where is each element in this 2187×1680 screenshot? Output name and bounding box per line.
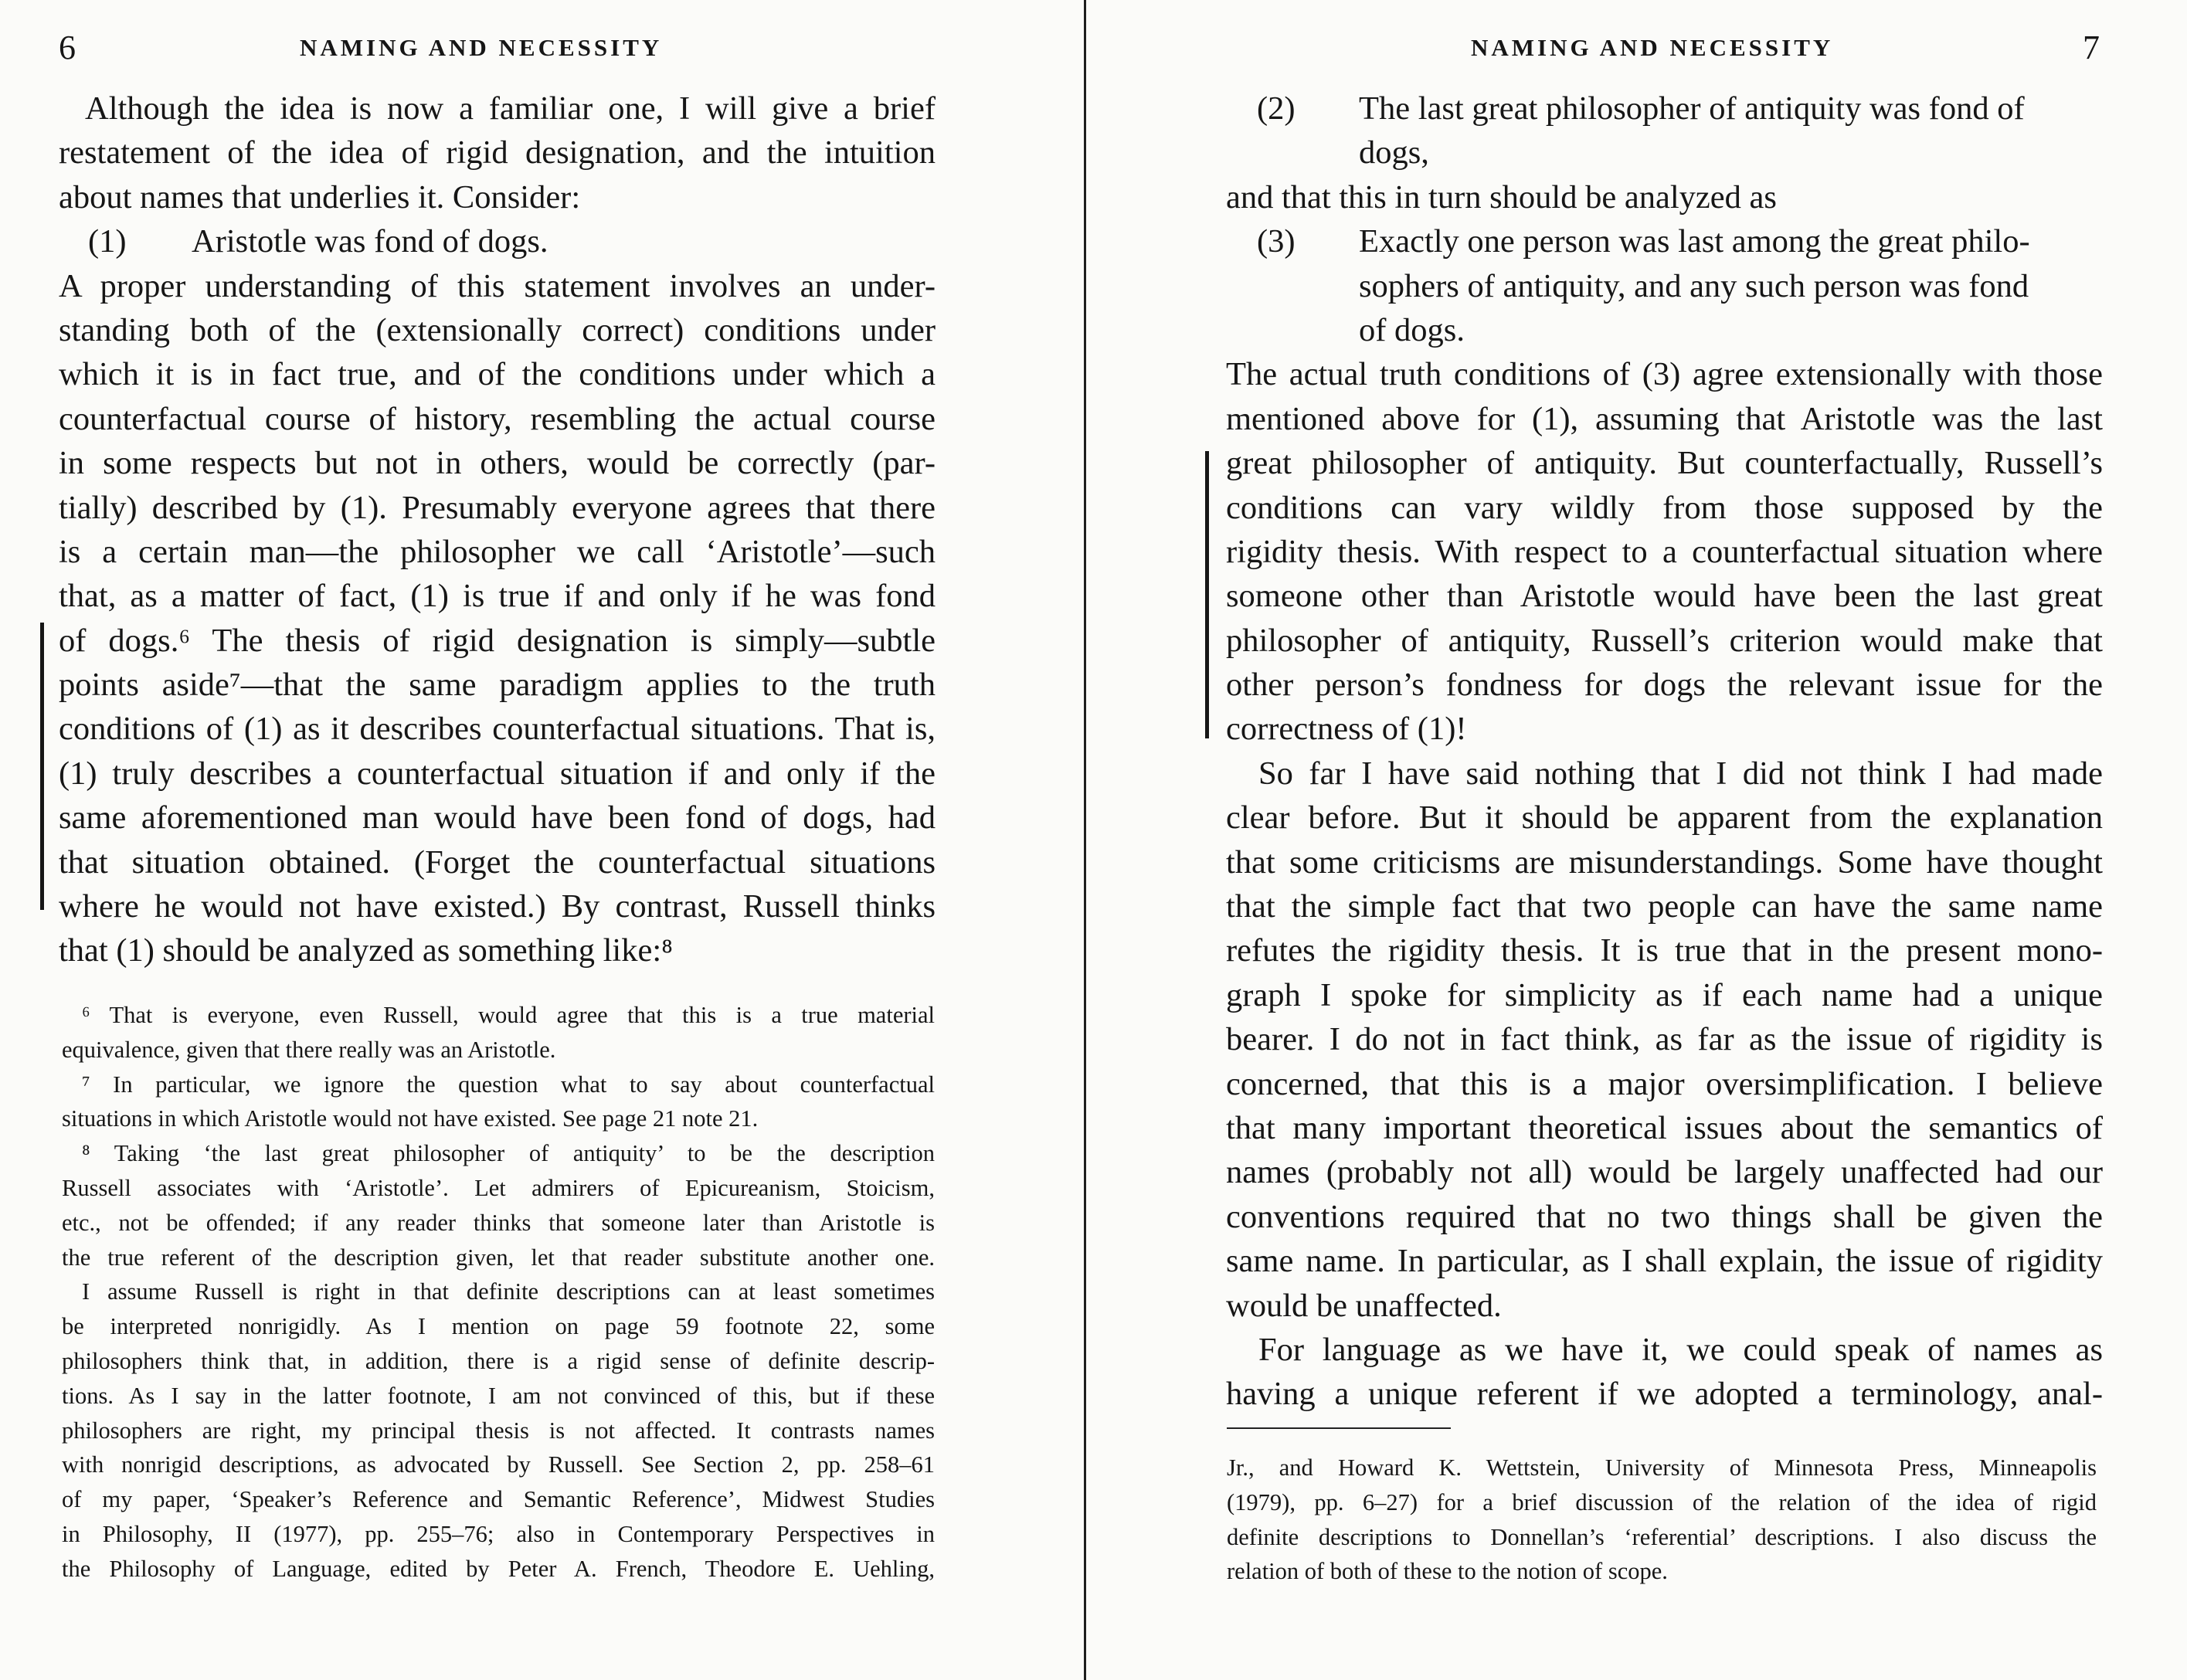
footnote-line: of my paper, ‘Speaker’s Reference and Semantic Reference’, Midwest Studies	[62, 1486, 935, 1513]
text-line: concerned, that this is a major oversimplification. I believe	[1226, 1065, 2103, 1102]
text-line: same aforementioned man would have been fond of dogs, had	[59, 799, 936, 837]
footnote-line: Russell associates with ‘Aristotle’. Let admirers of Epicureanism, Stoicism,	[62, 1174, 935, 1201]
example-number: (2)	[1257, 90, 1296, 127]
text-line: is a certain man—the philosopher we call ‘Aristotle’—such	[59, 533, 936, 570]
footnote-line: philosophers think that, in addition, there is a rigid sense of definite descrip-	[62, 1347, 935, 1374]
example-text-line: dogs,	[1359, 134, 1429, 171]
right-page	[1088, 0, 2187, 1680]
text-line: The actual truth conditions of (3) agree extensionally with those	[1226, 356, 2103, 393]
footnote-line: the Philosophy of Language, edited by Peter A. French, Theodore E. Uehling,	[62, 1555, 935, 1582]
footnote-rule	[1227, 1427, 1451, 1429]
footnote-line: philosophers are right, my principal thesis is not affected. It contrasts names	[62, 1417, 935, 1444]
text-line: that some criticisms are misunderstandings. Some have thought	[1226, 843, 2103, 881]
footnote-line: definite descriptions to Donnellan’s ‘referential’ descriptions. I also discuss the	[1227, 1523, 2097, 1550]
text-line: that situation obtained. (Forget the counterfactual situations	[59, 843, 936, 881]
left-body-text	[59, 87, 936, 973]
footnote-line: (1979), pp. 6–27) for a brief discussion of the relation of the idea of rigid	[1227, 1488, 2097, 1515]
footnote-line: ⁸ Taking ‘the last great philosopher of antiquity’ to be the description	[82, 1140, 935, 1167]
footnote-line: ⁷ In particular, we ignore the question what to say about counterfactual	[82, 1071, 935, 1098]
example-number: (1)	[88, 223, 127, 260]
footnote-line: relation of both of these to the notion of scope.	[1227, 1558, 1668, 1585]
text-line: bearer. I do not in fact think, as far as the issue of rigidity is	[1226, 1021, 2103, 1058]
text-line: restatement of the idea of rigid designation, and the intuition	[59, 134, 936, 171]
text-line: A proper understanding of this statement involves an under-	[59, 267, 936, 304]
text-line: clear before. But it should be apparent from the explanation	[1226, 799, 2103, 837]
example-text-line: The last great philosopher of antiquity was fond of	[1359, 90, 2025, 127]
example-1	[59, 219, 936, 263]
text-line: same name. In particular, as I shall explain, the issue of rigidity	[1226, 1243, 2103, 1280]
text-line: names (probably not all) would be largely unaffected had our	[1226, 1154, 2103, 1191]
text-line: Although the idea is now a familiar one, I will give a brief	[85, 90, 936, 127]
text-line: in some respects but not in others, would be correctly (par-	[59, 445, 936, 482]
text-line: that (1) should be analyzed as something like:⁸	[59, 932, 673, 969]
footnote-line: Jr., and Howard K. Wettstein, University of Minnesota Press, Minneapolis	[1227, 1454, 2097, 1481]
footnote-line: equivalence, given that there really was an Aristotle.	[62, 1036, 556, 1063]
example-text-line: of dogs.	[1359, 311, 1465, 348]
footnote-line: I assume Russell is right in that definite descriptions can at least sometimes	[82, 1278, 935, 1305]
page-number: 7	[2083, 29, 2100, 66]
footnote-line: ⁶ That is everyone, even Russell, would agree that this is a true material	[82, 1002, 935, 1028]
right-footnotes	[1227, 1451, 2097, 1589]
text-line: that the simple fact that two people can have the same name	[1226, 888, 2103, 925]
running-head: NAMING AND NECESSITY	[300, 34, 663, 61]
left-footnotes	[62, 998, 935, 1587]
text-line: mentioned above for (1), assuming that Aristotle was the last	[1226, 400, 2103, 437]
text-line: points aside⁷—that the same paradigm applies to the truth	[59, 667, 936, 704]
text-line: For language as we have it, we could speak of names as	[1258, 1331, 2103, 1368]
text-line: graph I spoke for simplicity as if each name had a unique	[1226, 976, 2103, 1013]
margin-sideline	[1205, 451, 1209, 738]
text-line: having a unique referent if we adopted a terminology, anal-	[1226, 1376, 2103, 1413]
text-line: that many important theoretical issues about the semantics of	[1226, 1109, 2103, 1146]
text-line: that, as a matter of fact, (1) is true if and only if he was fond	[59, 578, 936, 615]
text-line: tially) described by (1). Presumably everyone agrees that there	[59, 489, 936, 526]
footnote-line: etc., not be offended; if any reader thinks that someone later than Aristotle is	[62, 1209, 935, 1236]
text-line: conventions required that no two things shall be given the	[1226, 1198, 2103, 1235]
text-line: conditions can vary wildly from those supposed by the	[1226, 489, 2103, 526]
text-line: which it is in fact true, and of the conditions under which a	[59, 356, 936, 393]
example-3-cont	[1226, 308, 2103, 352]
page-number: 6	[59, 29, 76, 66]
example-2	[1226, 87, 2103, 131]
text-line: philosopher of antiquity, Russell’s criterion would make that	[1226, 622, 2103, 659]
text-line: great philosopher of antiquity. But counterfactually, Russell’s	[1226, 445, 2103, 482]
footnote-line: tions. As I say in the latter footnote, I am not convinced of this, but if these	[62, 1382, 935, 1409]
text-line: about names that underlies it. Consider:	[59, 178, 581, 216]
text-line: (1) truly describes a counterfactual situation if and only if the	[59, 755, 936, 792]
text-line: other person’s fondness for dogs the relevant issue for the	[1226, 667, 2103, 704]
footnote-line: the true referent of the description given, let that reader substitute another one.	[62, 1244, 935, 1271]
text-line: correctness of (1)!	[1226, 711, 1467, 748]
running-head: NAMING AND NECESSITY	[1471, 34, 1834, 61]
footnote-line: be interpreted nonrigidly. As I mention on page 59 footnote 22, some	[62, 1313, 935, 1340]
footnote-line: in Philosophy, II (1977), pp. 255–76; also in Contemporary Perspectives in	[62, 1520, 935, 1547]
left-page	[0, 0, 1085, 1680]
footnote-line: situations in which Aristotle would not have existed. See page 21 note 21.	[62, 1105, 759, 1132]
example-3	[1226, 219, 2103, 263]
footnote-line: with nonrigid descriptions, as advocated by Russell. See Section 2, pp. 258–61	[62, 1451, 935, 1478]
text-line: someone other than Aristotle would have been the last great	[1226, 578, 2103, 615]
example-2-cont	[1226, 131, 2103, 175]
example-text-line: Exactly one person was last among the great philo-	[1359, 223, 2030, 260]
text-line: rigidity thesis. With respect to a counterfactual situation where	[1226, 533, 2103, 570]
example-text-line: sophers of antiquity, and any such person was fond	[1359, 267, 2029, 304]
right-body-text	[1226, 87, 2103, 1417]
margin-sideline	[40, 623, 44, 910]
text-line: conditions of (1) as it describes counterfactual situations. That is,	[59, 711, 936, 748]
text-line: of dogs.⁶ The thesis of rigid designation is simply—subtle	[59, 622, 936, 659]
text-line: standing both of the (extensionally correct) conditions under	[59, 311, 936, 348]
text-line: where he would not have existed.) By contrast, Russell thinks	[59, 888, 936, 925]
example-number: (3)	[1257, 223, 1296, 260]
text-line: and that this in turn should be analyzed as	[1226, 178, 1777, 216]
text-line: So far I have said nothing that I did not think I had made	[1258, 755, 2103, 792]
text-line: refutes the rigidity thesis. It is true that in the present mono-	[1226, 932, 2103, 969]
text-line: would be unaffected.	[1226, 1287, 1502, 1324]
example-3-cont	[1226, 264, 2103, 308]
text-line: counterfactual course of history, resembling the actual course	[59, 400, 936, 437]
example-text: Aristotle was fond of dogs.	[192, 223, 548, 260]
